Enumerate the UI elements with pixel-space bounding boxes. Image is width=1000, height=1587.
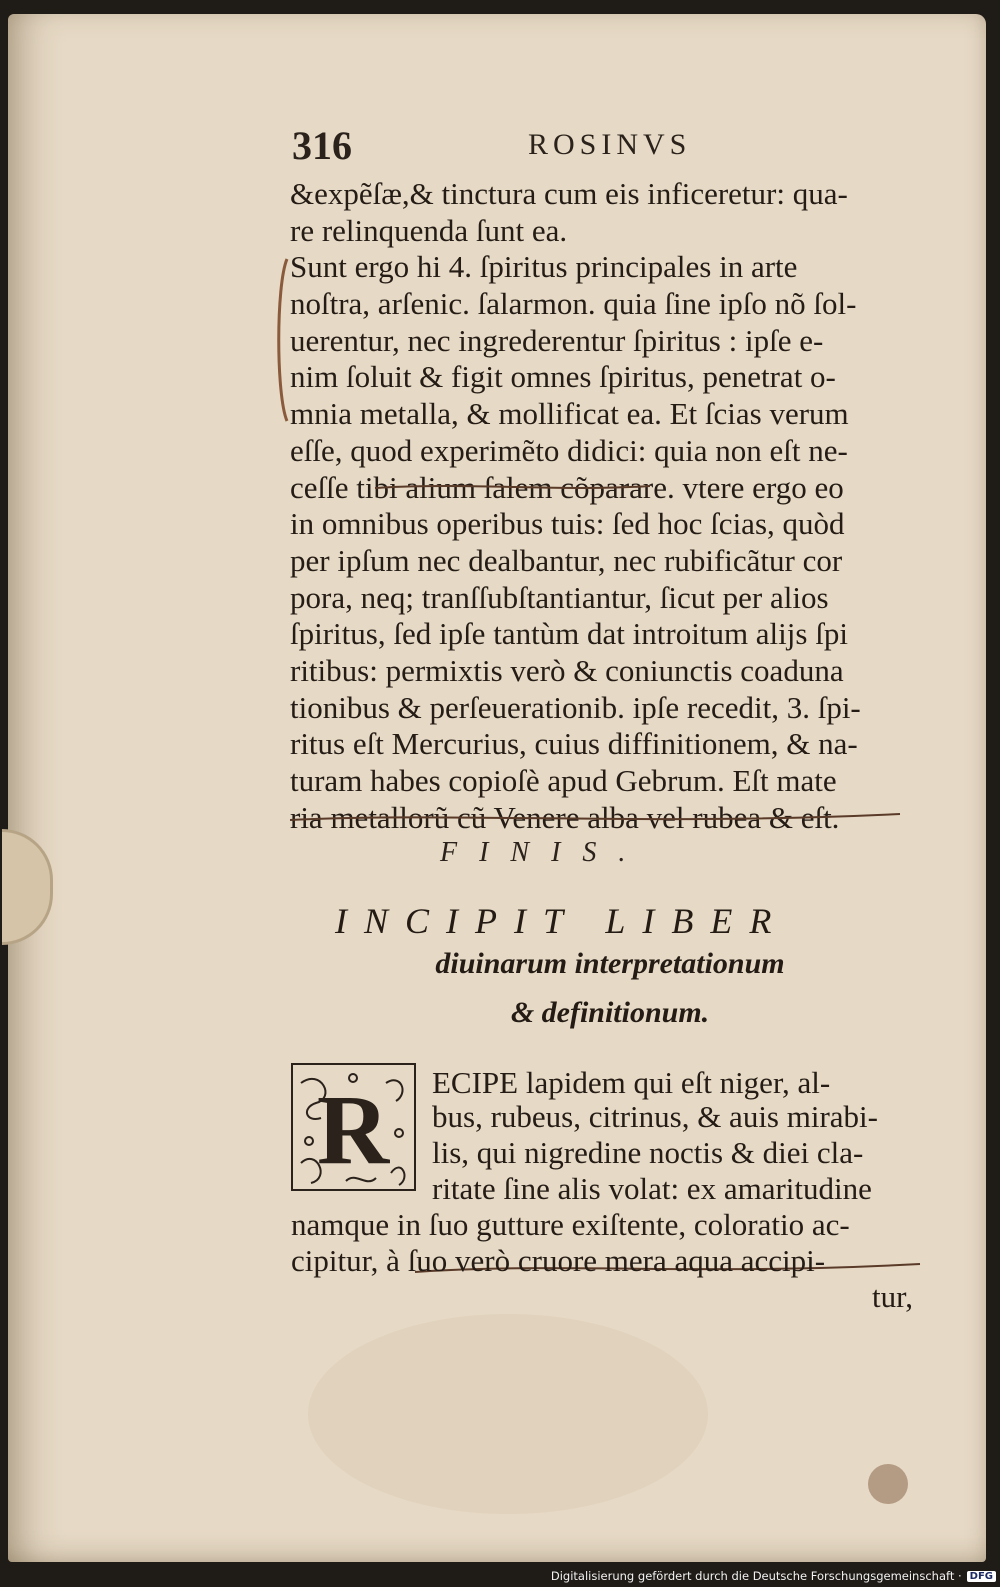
text-line: ritibus: permixtis verò & coniunctis coaduna [290, 652, 844, 688]
text-line: mnia metalla, & mollificat ea. Et ſcias verum [290, 396, 849, 432]
text-line: per ipſum nec dealbantur, nec rubificãtur cor [290, 542, 843, 578]
text-line: lis, qui nigredine noctis & diei cla- [432, 1135, 864, 1170]
section-subtitle-2: & definitionum. [510, 996, 710, 1029]
page-number: 316 [292, 123, 352, 168]
text-line: in omnibus operibus tuis: ſed hoc ſcias, quòd [290, 506, 845, 542]
text-line: bus, rubeus, citrinus, & auis mirabi- [432, 1099, 878, 1134]
text-line: noſtra, arſenic. ſalarmon. quia ſine ipſo nõ ſol- [290, 286, 857, 322]
decorated-initial [291, 1063, 416, 1191]
text-line: uerentur, nec ingrederentur ſpiritus : ipſe e- [290, 322, 824, 358]
text-line: Sunt ergo hi 4. ſpiritus principales in arte [290, 249, 798, 285]
text-line: ritus eſt Mercurius, cuius diffinitionem, & na- [290, 726, 858, 762]
text-line: nim ſoluit & figit omnes ſpiritus, penetrat o- [290, 359, 836, 395]
dfg-logo: DFG [967, 1571, 996, 1582]
text-line: namque in ſuo gutture exiſtente, coloratio ac- [291, 1207, 850, 1242]
text-line: pora, neq; tranſſubſtantiantur, ſicut per alios [290, 579, 829, 615]
text-line: turam habes copioſè apud Gebrum. Eſt mate [290, 763, 837, 798]
digitization-footer [551, 1567, 996, 1585]
drop-cap-letter: R [316, 1074, 390, 1185]
text-line: ECIPE lapidem qui eſt niger, al- [432, 1065, 831, 1100]
text-line: ceſſe tibi alium ſalem cõparare. vtere ergo eo [290, 469, 844, 505]
text-line: ritate ſine alis volat: ex amaritudine [432, 1171, 872, 1206]
running-head: ROSINVS [528, 128, 692, 161]
catchword: tur, [872, 1279, 913, 1314]
section-title: INCIPIT LIBER [335, 901, 789, 941]
finis-marker: FINIS. [440, 837, 648, 868]
text-line: ria metallorũ cũ Venere alba vel rubea & eſt. [290, 799, 840, 835]
text-line: ſpiritus, ſed ipſe tantùm dat introitum alijs ſpi [290, 616, 848, 652]
text-line: tionibus & perſeuerationib. ipſe recedit, 3. ſpi- [290, 689, 861, 725]
text-line: re relinquenda ſunt ea. [290, 212, 568, 248]
footer-text: Digitalisierung gefördert durch die Deutsche Forschungsgemeinschaft · [550, 1569, 962, 1583]
text-line: &expẽſæ,& tinctura cum eis inficeretur: qua- [290, 176, 848, 211]
section-subtitle: diuinarum interpretationum [435, 947, 785, 980]
text-line: eſſe, quod experimẽto didici: quia non eſt ne- [290, 432, 848, 468]
text-line: cipitur, à ſuo verò cruore mera aqua accipi- [291, 1243, 826, 1278]
